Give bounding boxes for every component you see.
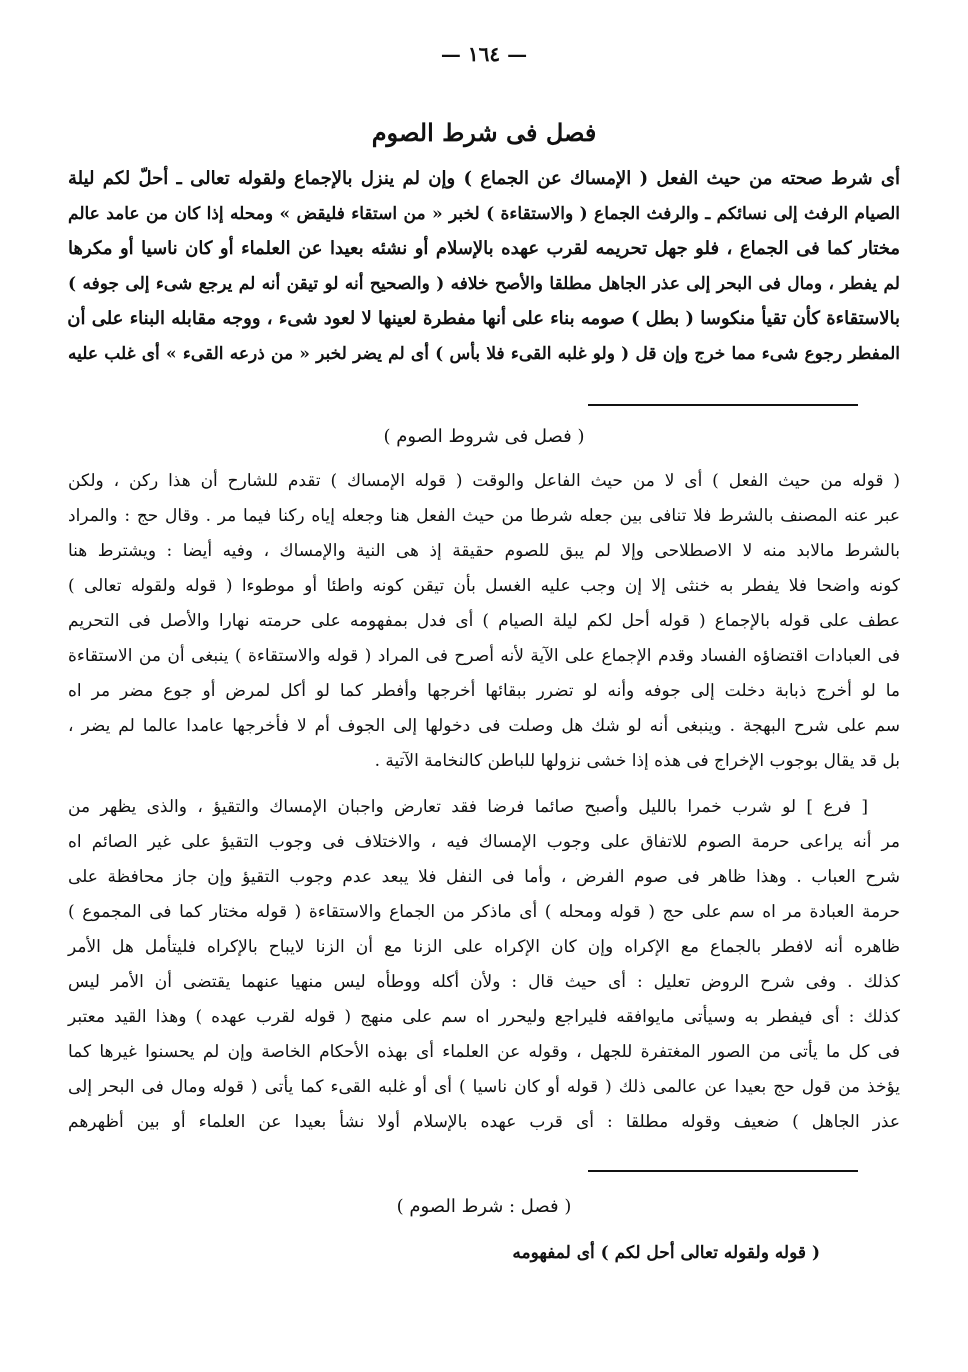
commentary-line: بالشرط مالابد منه لا الاصطلاحى وإلا لم يبق للصوم حقيقة إذ هى النية والإمساك ، وفيه أيضا : ويشترط هنا (68, 541, 900, 561)
commentary-line: فى العبادات اقتضاؤه الفساد وقدم الإجماع على الآية لأنه أصرح فى المراد ( قوله والاستقاءة ) ينبغى أن من الاستقاءة (68, 646, 900, 666)
commentary-heading: ( فصل فى شروط الصوم ) (383, 426, 585, 447)
main-text-line: أى شرط صحته من حيث الفعل ( الإمساك عن الجماع ) وإن لم ينزل بالإجماع ولقوله تعالى ـ أحلّ لكم ليلة (68, 168, 900, 189)
commentary-line: حرمة العبادة مر اه سم على حج ( قوله ومحله ) أى ماذكر من الجماع والاستقاءة ( قوله مختار كما فى المجموع ) (68, 902, 900, 922)
separator-rule (588, 1170, 858, 1172)
commentary-line: كذلك . وفى شرح الروض تعليل : أى حيث قال : ولأن أكله ووطأه ليس منهيا عنهما يقتضى أن الأمر ليس (68, 972, 900, 992)
commentary-line: [ فرع ] لو شرب خمرا بالليل وأصبح صائما فرضا فقد تعارض واجبان الإمساك والتقيؤ ، والذى يظهر من (68, 797, 868, 817)
separator-rule (588, 404, 858, 406)
main-heading: فصل فى شرط الصوم (371, 118, 597, 147)
commentary-line: عطف على قوله بالإجماع ( قوله أحل لكم ليلة الصيام ) أى فدل بمفهومه على حرمته نهارا والأصل فى التحريم (68, 611, 900, 631)
commentary-line: كذلك : أى فيفطر به وسيأتى مايوافقه فليراجع وليحرر اه سم على منهج ( قوله لقرب عهده ) وهذا القيد معتبر (68, 1007, 900, 1027)
main-text-line: المفطر رجوع شىء مما خرج وإن قل ( ولو غلبه القىء فلا بأس ) أى لم يضر لخبر « من ذرعه القىء » أى غلب عليه (68, 344, 900, 364)
commentary-line: ( قوله من حيث الفعل ) أى لا من حيث الفاعل والوقت ( قوله الإمساك ) تقدم للشارح أن هذا ركن ، ولكن (68, 471, 900, 491)
commentary-line: مر أنه يراعى حرمة الصوم للاتفاق على وجوب الإمساك فيه ، والاختلاف فى وجوب التقيؤ على غير الصائم اه (68, 832, 900, 852)
commentary-line: عبر عنه المصنف بالشرط فلا تنافى بين جعله شرطا من حيث الفعل هنا وجعله إياه ركنا فيما مر . وقال حج : والمراد (68, 506, 900, 526)
main-text-line: لم يفطر ، ومال فى البحر إلى عذر الجاهل مطلقا والأصح خلافه ( والصحيح أنه لو تيقن أنه لم يرجع شىء إلى جوفه ) (68, 274, 900, 294)
commentary-line-last: بل قد يقال بوجوب الإخراج فى هذه إذا خشى نزولها للباطن كالنخامة الآتية . (374, 751, 900, 771)
main-text-line: الصيام الرفث إلى نسائكم ـ والرفث الجماع ( والاستقاءة ) لخبر « من استقاء فليقض » ومحله إذا كان من عامد عالم (68, 204, 900, 224)
commentary-line: ما لو أخرج ذبابة دخلت إلى جوفه وأنه لو تضرر ببقائها أخرجها وأفطر كما لو أكل لمرض أو جوع مضر مر اه (68, 681, 900, 701)
main-text-line: مختار كما فى الجماع ، فلو جهل تحريمه لقرب عهده بالإسلام أو نشئه بعيدا عن العلماء أو كان ناسيا أو مكرها (68, 238, 900, 259)
commentary-line: يؤخذ من قول حج بعيدا عن عالمى ذلك ( قوله أو كان ناسيا ) أى أو غلبه القىء كما يأتى ( قوله ومال فى البحر إلى (68, 1077, 900, 1097)
page-number: — ١٦٤ — (440, 42, 528, 66)
commentary-line: شرح العباب . وهذا ظاهر فى صوم الفرض ، وأما فى النفل فلا يبعد عدم وجوب التقيؤ وإن جاز محافظة على (68, 867, 900, 887)
commentary-line: كونه واضحا فلا يفطر به خنثى إلا إن وجب عليه الغسل بأن تيقن كونه واطئا أو موطوءا ( قوله ولقوله تعالى ) (68, 576, 900, 596)
main-text-line: بالاستقاءة كأن تقيأ منكوسا ( بطل ) صومه بناء على أنها مفطرة لعينها لا لعود شىء ، ووجه مقابله البناء على أن (67, 308, 900, 329)
commentary-line: ظاهره أنه لافطر بالجماع مع الإكراه وإن كان الإكراه على الزنا مع أن الزنا لايباح بالإكراه فليتأمل هل الأمر (68, 937, 900, 957)
commentary-heading: ( فصل : شرط الصوم ) (396, 1196, 572, 1217)
commentary-line: سم على شرح البهجة . وينبغى أنه لو شك هل وصلت فى دخولها إلى الجوف أم لا فأخرجها عامدا عالما لم يضر ، (68, 716, 900, 736)
commentary-line: فى كل ما يأتى من الصور المغتفرة للجهل ، وقوله عن العلماء أى بهذه الأحكام الخاصة وإن لم يحسنوا غيرها كما (68, 1042, 900, 1062)
commentary-line-last: ( قوله ولقوله تعالى أحل لكم ) أى لمفهومه (512, 1243, 820, 1263)
commentary-line: عذر الجاهل ) ضعيف وقوله مطلقا : أى قرب عهده بالإسلام أولا نشأ بعيدا عن العلماء أو بين أظهرهم (68, 1112, 900, 1132)
